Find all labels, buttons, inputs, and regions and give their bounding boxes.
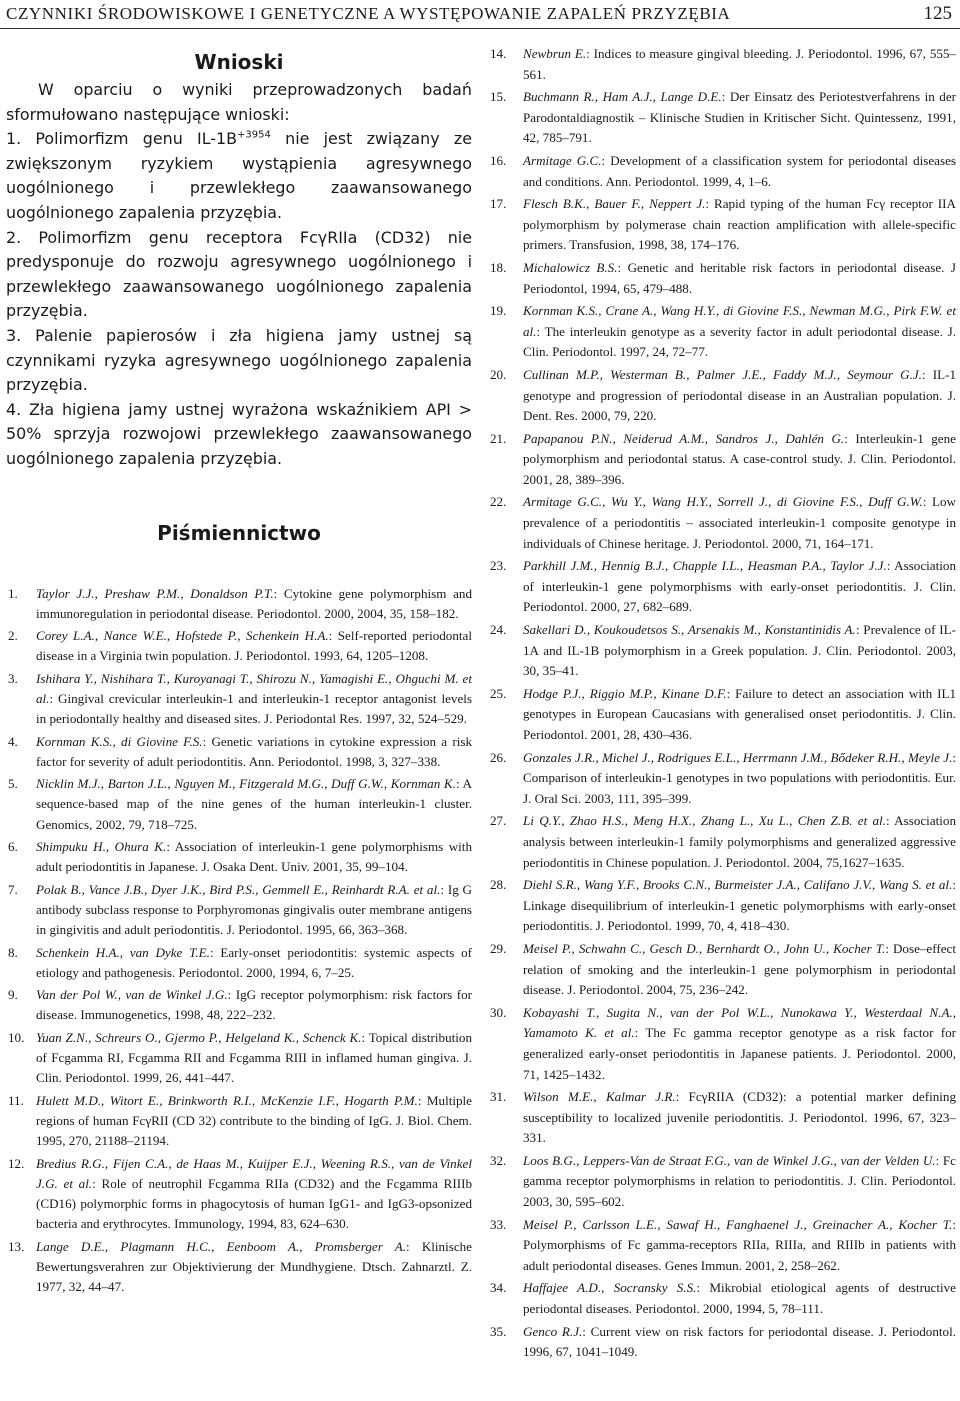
reference-details: : Gingival crevicular interleukin-1 and interleukin-1 receptor antagonist levels in periodontally healthy and diseased sites. J. Periodontal Res. 1997, 32, 524–529. [36,690,472,727]
reference-authors: Sakellari D., Koukoudetsos S., Arsenakis M., Konstantinidis A. [523,622,856,638]
reference-authors: Taylor J.J., Preshaw P.M., Donaldson P.T. [36,585,274,601]
reference-item [488,1278,956,1319]
reference-number: 35. [490,1323,507,1339]
references-title: Piśmiennictwo [157,520,321,545]
reference-authors: Kornman K.S., Crane A., Wang H.Y., di Giovine F.S., Newman M.G., Pirk F.W. et al. [523,303,956,339]
reference-number: 26. [490,749,507,765]
reference-number: 11. [8,1092,24,1108]
reference-details: : Failure to detect an association with IL1 genotypes in European Caucasians with generalised onset periodontitis. J. Clin. Periodontol. 2001, 28, 430–436. [523,685,956,742]
reference-number: 19. [490,303,507,319]
reference-number: 31. [490,1089,507,1105]
reference-number: 12. [8,1155,25,1171]
reference-number: 24. [490,622,507,638]
reference-number: 1. [8,585,18,601]
reference-authors: Diehl S.R., Wang Y.F., Brooks C.N., Burmeister J.A., Califano J.V., Wang S. et al. [523,877,953,893]
reference-details: : Early-onset periodontitis: systemic aspects of etiology and pathogenesis. Periodontol. 2000, 1994, 6, 7–25. [36,944,472,980]
reference-number: 34. [490,1280,507,1296]
reference-authors: Newbrun E. [523,46,587,61]
reference-details: : IgG receptor polymorphism: risk factors for disease. Immunogenetics, 1998, 48, 222–232. [36,987,472,1023]
reference-number: 29. [490,940,507,956]
reference-details: : Comparison of interleukin-1 genotypes in two populations with periodontitis. Eur. J. Oral Sci. 2003, 111, 395–399. [523,749,956,806]
reference-authors: Gonzales J.R., Michel J., Rodrigues E.L., Herrmann J.M., Bődeker R.H., Meyle J. [523,749,953,765]
reference-list-right [488,44,956,1363]
reference-authors: Cullinan M.P., Westerman B., Palmer J.E., Faddy M.J., Seymour G.J. [523,366,922,382]
reference-number: 13. [8,1238,25,1254]
reference-item [6,1091,472,1152]
conclusion-item-1-end: nie jest związany ze zwiększonym ryzykiem wystąpienia agresywnego uogólnionego i przewlekłego zaawansowanego uogólnionego zapalenia przyzębia. [6,129,472,222]
reference-authors: Shimpuku H., Ohura K. [36,839,167,855]
reference-authors: Kornman K.S., di Giovine F.S. [36,733,203,749]
reference-details: : The interleukin genotype as a severity factor in adult periodontal disease. J. Clin. Periodontol. 1997, 24, 72–77. [523,323,956,360]
page-header [0,0,960,29]
reference-authors: Polak B., Vance J.B., Dyer J.K., Bird P.S., Gemmell E., Reinhardt R.A. et al. [36,881,441,897]
reference-authors: Van der Pol W., van de Winkel J.G. [36,987,228,1003]
reference-details: : Polymorphisms of Fc gamma-receptors RIIa, RIIIa, and RIIIb in patients with adult periodontal diseases. Genes Immun. 2001, 2, 258–262. [523,1216,956,1273]
reference-authors: Nicklin M.J., Barton J.L., Nguyen M., Fitzgerald M.G., Duff G.W., Kornman K. [36,776,456,792]
reference-details: : Role of neutrophil Fcgamma RIIa (CD32) and the Fcgamma RIIIb (CD16) polymorphic forms in phagocytosis of human IgG1- and IgG3-opsonized bacteria and erythrocytes. Immunology, 1994, 83, 624–630. [36,1175,472,1232]
reference-item [6,584,472,625]
reference-list-left [6,584,472,1298]
reference-item [488,44,956,85]
left-column [6,44,472,1300]
reference-item [6,669,472,730]
reference-details: : Rapid typing of the human Fcγ receptor IIA polymorphism by polymerase chain reaction amplification with allele-specific primers. Transfusion, 1998, 38, 174–176. [523,196,956,253]
reference-number: 2. [8,628,18,644]
reference-details: : Prevalence of IL-1A and IL-1B polymorphism in a Greek population. J. Clin. Periodontol. 2003, 30, 35–41. [523,622,956,679]
reference-details: : The Fc gamma receptor genotype as a risk factor for generalized early-onset periodontitis in Japanese patients. J. Periodontol. 2000, 71, 1425–1432. [523,1025,956,1082]
reference-number: 16. [490,152,507,168]
reference-authors: Yuan Z.N., Schreurs O., Gjermo P., Helgeland K., Schenck K. [36,1029,362,1045]
reference-item [488,556,956,618]
conclusion-item-1-start: 1. Polimorfizm genu IL-1B [6,129,238,149]
conclusion-item-3: 3. Palenie papierosów i zła higiena jamy ustnej są czynnikami ryzyka agresywnego uogólnionego zapalenia przyzębia. [6,325,472,395]
reference-number: 7. [8,881,18,897]
reference-item [488,620,956,682]
reference-details: : Association of interleukin-1 gene polymorphisms with adult periodontitis in Japanese. J. Osaka Dent. Univ. 2001, 35, 99–104. [36,839,472,875]
reference-item [488,429,956,491]
reference-details: : IL-1 genotype and progression of periodontal disease in an Australian population. J. Dent. Res. 2000, 79, 220. [523,366,956,424]
reference-details: : Current view on risk factors for periodontal disease. J. Periodontol. 1996, 67, 1041–1049. [523,1323,956,1360]
reference-number: 9. [8,987,18,1003]
reference-number: 27. [490,813,507,829]
reference-item [6,1237,472,1298]
reference-item [488,875,956,937]
conclusions-title: Wnioski [194,50,284,74]
reference-authors: Papapanou P.N., Neiderud A.M., Sandros J., Dahlén G. [523,430,845,446]
reference-number: 20. [490,366,507,382]
reference-details: : Genetic variations in cytokine expression a risk factor for severity of adult periodontitis. Ann. Periodontol. 1998, 3, 327–338. [36,733,472,769]
conclusion-item-4: 4. Zła higiena jamy ustnej wyrażona wskaźnikiem API > 50% sprzyja rozwojowi przewlekłego zaawansowanego uogólnionego zapalenia przyzębia. [6,399,472,468]
reference-authors: Buchmann R., Ham A.J., Lange D.E. [523,89,722,105]
reference-details: : Interleukin-1 gene polymorphism and periodontal status. A case-control study. J. Clin. Periodontol. 2001, 28, 389–396. [523,430,956,487]
reference-details: : Linkage disequilibrium of interleukin-1 genetic polymorphisms with early-onset periodontitis. J. Periodontol. 1999, 70, 4, 418–430. [523,877,956,934]
reference-authors: Michalowicz B.S. [523,259,618,275]
reference-authors: Kobayashi T., Sugita N., van der Pol W.L., Nunokawa Y., Westerdaal N.A., Yamamoto K. et al. [523,1004,956,1041]
reference-authors: Wilson M.E., Kalmar J.R. [523,1089,676,1105]
reference-item [6,880,472,941]
reference-authors: Genco R.J. [523,1323,583,1339]
conclusion-item-2: 2. Polimorfizm genu receptora FcγRIIa (CD32) nie predysponuje do rozwoju agresywnego uogólnionego i przewlekłego zaawansowanego uogólnionego zapalenia przyzębia. [6,227,472,321]
reference-item [6,732,472,773]
reference-number: 30. [490,1004,507,1020]
reference-number: 4. [8,733,18,749]
reference-details: : Ig G antibody subclass response to Porphyromonas gingivalis outer membrane antigens in gingivitis and adult periodontitis. J. Periodontol. 1995, 66, 363–368. [36,881,472,938]
reference-item [488,492,956,554]
reference-number: 17. [490,196,507,212]
reference-details: : Multiple regions of human FcγRII (CD 32) contribute to the binding of IgG. J. Biol. Chem. 1995, 270, 21188–21194. [36,1092,472,1149]
reference-number: 14. [490,46,507,61]
reference-details: : Indices to measure gingival bleeding. J. Periodontol. 1996, 67, 555–561. [523,46,957,82]
conclusion-item-1 [6,127,472,225]
reference-authors: Haffajee A.D., Socransky S.S. [523,1280,697,1296]
reference-item [488,748,956,810]
reference-authors: Li Q.Y., Zhao H.S., Meng H.X., Zhang L., Xu L., Chen Z.B. et al. [523,813,886,829]
reference-item [6,1154,472,1235]
reference-authors: Meisel P., Carlsson L.E., Sawaf H., Fanghaenel J., Greinacher A., Kocher T. [523,1216,953,1232]
reference-details: : FcγRIIA (CD32): a potential marker defining susceptibility to localized juvenile periodontitis. J. Periodontol. 1996, 67, 323–331. [523,1089,956,1146]
reference-details: : Topical distribution of Fcgamma RI, Fcgamma RII and Fcgamma RIII in inflamed human gingiva. J. Clin. Periodontol. 1999, 26, 441–447. [36,1029,472,1086]
reference-item [6,985,472,1026]
reference-authors: Lange D.E., Plagmann H.C., Eenboom A., Promsberger A. [36,1238,406,1254]
reference-authors: Corey L.A., Nance W.E., Hofstede P., Schenkein H.A. [36,628,329,644]
reference-item [488,1215,956,1277]
reference-details: : Klinische Bewertungsverahren zur Objektivierung der Mundhygiene. Dtsch. Zahnarztl. Z. 1977, 32, 44–47. [36,1238,472,1295]
reference-number: 21. [490,430,507,446]
reference-item [488,811,956,873]
reference-number: 10. [8,1029,25,1045]
reference-number: 3. [8,670,18,686]
reference-authors: Meisel P., Schwahn C., Gesch D., Bernhardt O., John U., Kocher T. [523,940,886,956]
reference-item [6,943,472,984]
reference-number: 5. [8,776,18,792]
reference-details: : Self-reported periodontal disease in a Virginia twin population. J. Periodontol. 1993, 64, 1205–1208. [36,628,472,664]
page-number: 125 [923,3,952,24]
reference-item [488,365,956,427]
reference-authors: Hodge P.J., Riggio M.P., Kinane D.F. [523,685,727,701]
reference-number: 6. [8,839,18,855]
reference-details: : Low prevalence of a periodontitis – associated interleukin-1 composite genotype in individuals of Chinese heritage. J. Periodontol. 2000, 71, 164–171. [523,494,956,551]
allele-superscript: +3954 [237,129,271,141]
reference-details: : Dose–effect relation of smoking and the interleukin-1 gene polymorphism in periodontal disease. J. Periodontol. 2004, 75, 236–242. [523,940,956,998]
reference-number: 18. [490,259,507,275]
reference-details: : Development of a classification system for periodontal diseases and conditions. Ann. Periodontol. 1999, 4, 1–6. [523,152,956,189]
reference-item [488,684,956,746]
conclusions-intro: W oparciu o wyniki przeprowadzonych badań sformułowano następujące wnioski: [6,80,472,124]
reference-item [488,1151,956,1213]
reference-item [6,837,472,878]
reference-item [488,301,956,363]
reference-details: : A sequence-based map of the nine genes of the human interleukin-1 cluster. Genomics, 2002, 79, 718–725. [36,776,472,832]
reference-item [488,194,956,256]
reference-item [488,1003,956,1085]
reference-number: 15. [490,89,507,105]
reference-authors: Schenkein H.A., van Dyke T.E. [36,944,210,960]
reference-details: : Genetic and heritable risk factors in periodontal disease. J Periodontol, 1994, 65, 479–488. [523,259,957,296]
reference-authors: Flesch B.K., Bauer F., Neppert J. [523,196,706,212]
reference-number: 8. [8,944,18,960]
reference-authors: Armitage G.C. [523,152,602,168]
reference-authors: Armitage G.C., Wu Y., Wang H.Y., Sorrell J., di Giovine F.S., Duff G.W. [523,494,923,510]
reference-authors: Ishihara Y., Nishihara T., Kuroyanagi T., Shirozu N., Yamagishi E., Ohguchi M. et al. [36,670,472,706]
reference-details: : Fc gamma receptor polymorphisms in relation to periodontitis. J. Clin. Periodontol. 2003, 30, 595–602. [523,1152,956,1210]
reference-item [488,258,956,299]
reference-authors: Loos B.G., Leppers-Van de Straat F.G., van de Winkel J.G., van der Velden U. [523,1152,936,1168]
reference-number: 25. [490,685,507,701]
reference-authors: Bredius R.G., Fijen C.A., de Haas M., Kuijper E.J., Weening R.S., van de Vinkel J.G. et al. [36,1155,472,1191]
reference-number: 33. [490,1216,507,1232]
reference-details: : Der Einsatz des Periotestverfahrens in der Parodontaldiagnostik – Klinische Studien in Kritischer Sicht. Quintessenz, 1991, 42, 785–791. [523,89,956,146]
reference-number: 32. [490,1152,507,1168]
reference-item [488,1322,956,1363]
reference-item [6,1028,472,1089]
reference-authors: Parkhill J.M., Hennig B.J., Chapple I.L., Heasman P.A., Taylor J.J. [523,558,887,574]
reference-details: : Association analysis between interleukin-1 family polymorphisms and generalized aggressive periodontitis in Chinese population. J. Periodontol. 2004, 75,1627–1635. [523,813,957,870]
reference-details: : Mikrobial etiological agents of destructive periodontal diseases. Periodontol. 2000, 1994, 5, 78–111. [523,1280,956,1317]
reference-number: 23. [490,558,507,574]
reference-item [488,87,956,149]
reference-item [488,1087,956,1149]
reference-item [488,151,956,192]
reference-item [6,626,472,667]
reference-authors: Hulett M.D., Witort E., Brinkworth R.I., McKenzie I.F., Hogarth P.M. [36,1092,418,1108]
running-title: CZYNNIKI ŚRODOWISKOWE I GENETYCZNE A WYSTĘPOWANIE ZAPALEŃ PRZYZĘBIA [6,4,731,23]
right-column [488,44,956,1365]
reference-number: 28. [490,877,507,893]
reference-details: : Association of interleukin-1 gene polymorphisms with early-onset periodontitis. J. Clin. Periodontol. 2000, 27, 682–689. [523,558,956,615]
reference-details: : Cytokine gene polymorphism and immunoregulation in periodontal disease. Periodontol. 2000, 2004, 35, 158–182. [36,585,472,621]
reference-item [488,939,956,1001]
reference-item [6,774,472,835]
reference-number: 22. [490,494,507,510]
